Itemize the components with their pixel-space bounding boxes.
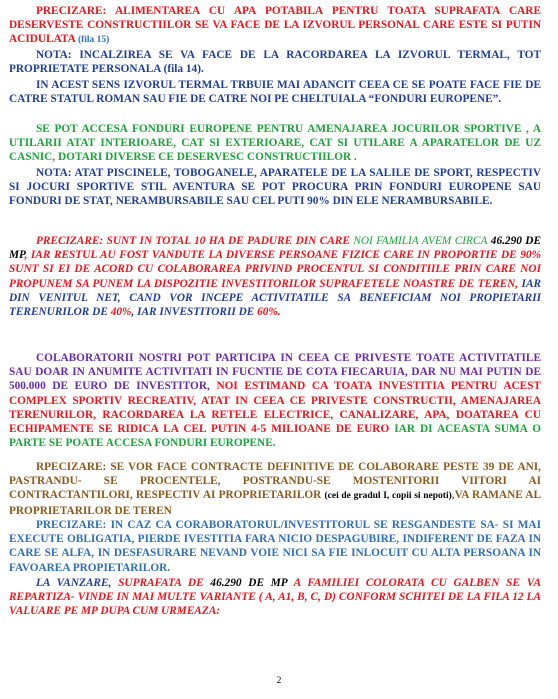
contracts-heirs: (cei de gradul I, copii si nepoti): [324, 491, 452, 502]
forest-owner-share: 40%: [110, 306, 132, 319]
page-number: 2: [276, 676, 282, 686]
paragraph-collaborators: [9, 351, 541, 450]
paragraph-contracts: [9, 460, 541, 518]
water-supply-ref: (fila 15): [77, 35, 110, 46]
collaborators-text-2: NOI ESTIMAND CA TOATA INVESTITIA PENTRU ACEST COMPLEX SPORTIV RECREATIV, ATAT IN CEEA CE PRIVESTE CONSTRUCTII, AMENAJAREA TERENURILOR, RACORDAREA LA RETELE ELECTRICE, CANALIZARE, APA, DOATAREA CU ECHIPAMENTE SE RIDICA LA CEL PUTIN 4-5 MILIOANE DE EURO: [9, 380, 542, 436]
contracts-text-2: ,VA RAMANE AL PROPRIETARILOR DE TEREN: [9, 489, 542, 517]
forest-text-1: PRECIZARE: SUNT IN TOTAL 10 HA DE PADURE DIN CARE: [36, 235, 350, 247]
collaborators-text-1: COLABORATORII NOSTRI POT PARTICIPA IN CEEA CE PRIVESTE TOATE ACTIVITATILE SAU DOAR IN ANUMITE ACTIVITATI IN FUCNTIE DE COTA FIECARUIA, DAR NU MAI PUTIN DE 500.000 DE EURO DE INVESTITOR,: [9, 352, 541, 393]
sale-text-3: A FAMILIEI COLORATA CU GALBEN SE VA REPARTIZA- VINDE IN MAI MULTE VARIANTE ( A, A1, B, C, D) CONFORM SCHITEI DE LA FILA 12 LA VALUARE PE MP DUPA CUM URMEAZA:: [9, 577, 541, 618]
contracts-text-1: RPECIZARE: SE VOR FACE CONTRACTE DEFINITIVE DE COLABORARE PESTE 39 DE ANI, PASTRANDU- SE PROCENTELE, POSTRANDU-SE MOSTENITORII VIITORI AI CONTRACTANTILORI, RESPECTIV AI PROPRIETARILOR: [9, 461, 541, 502]
collaborators-text-3: IAR DI ACEASTA SUMA O PARTE SE POATE ACCESA FONDURI EUROPENE.: [9, 423, 541, 450]
forest-text-4: IAR DIN VENITUL NET, CAND VOR INCEPE ACTIVITATILE SA BENEFICIAM NOI PROPIETARII TERENURILOR DE: [9, 277, 542, 319]
forest-text-2: NOI FAMILIA AVEM CIRCA: [353, 235, 488, 247]
sale-text-1: LA VANZARE,: [36, 577, 112, 589]
forest-text-3: , IAR RESTUL AU FOST VANDUTE LA DIVERSE PERSOANE FIZICE CARE IN PROPORTIE DE 90% SUNT SI EI DE ACORD CU COLABORAREA PRIVIND PROCENTUL SI CONDITIILE PRIN CARE NOI PROPUNEM SA PUNEM LA DISPOZITIE INVESTITORILOR SUPRAFETELE NOASTRE DE TEREN,: [9, 249, 541, 290]
paragraph-investor-withdrawal: PRECIZARE: IN CAZ CA CORABORATORUL/INVESTITORUL SE RESGANDESTE SA- SI MAI EXECUTE OBLIGATIA, PIERDE IVESTITIA FARA NICIO DESPAGUBIRE, INDIFERENT DE FAZA IN CARE SE ALFA, IN DESFASURARE NEVAND VOIE NICI SA FIE INLOCUIT CU ALTA PERSOANA IN FAVOAREA PROPIETARILOR.: [9, 519, 541, 574]
paragraph-eu-funds: SE POT ACCESA FONDURI EUROPENE PENTRU AMENAJAREA JOCURILOR SPORTIVE , A UTILARII ATAT INTERIOARE, CAT SI EXTERIOARE, CAT SI UTILARE A APARATELOR DE UZ CASNIC, DOTARI DIVERSE CE DESERVESC CONSTRUCTIILOR .: [9, 123, 541, 164]
forest-investor-share: 60%.: [257, 306, 281, 319]
forest-area: 46.290 DE MP: [9, 235, 541, 262]
paragraph-pools-note: NOTA: ATAT PISCINELE, TOBOGANELE, APARATELE DE LA SALILE DE SPORT, RESPECTIV SI JOCURI SPORTIVE STIL AVENTURA SE POT PROCURA PRIN FONDURI EUROPENE SAU FONDURI DE STAT, NERAMBURSABILE SAU CEL PUTI 90% DIN ELE NERAMBURSABILE.: [9, 167, 541, 208]
sale-text-2: SUPRAFATA DE: [118, 577, 204, 589]
sale-area: 46.290 DE MP: [210, 577, 288, 589]
water-supply-text: PRECIZARE: ALIMENTAREA CU APA POTABILA PENTRU TOATA SUPRAFATA CARE DESERVESTE CONSTRUCTIILOR SE VA FACE DE LA IZVORUL PERSONAL CARE ESTE SI PUTIN ACIDULATA: [9, 5, 541, 46]
paragraph-sale: [9, 576, 541, 619]
paragraph-forest-land: [9, 234, 541, 319]
paragraph-thermal-spring: IN ACEST SENS IZVORUL TERMAL TRBUIE MAI ADANCIT CEEA CE SE POATE FACE FIE DE CATRE STATUL ROMAN SAU FIE DE CATRE NOI PE CHELTUIALA “FONDURI EUROPENE”.: [9, 79, 541, 106]
paragraph-water-supply: [9, 4, 541, 48]
paragraph-heating-note: NOTA: INCALZIREA SE VA FACE DE LA RACORDAREA LA IZVORUL TERMAL, TOT PROPRIETATE PERSONALA (fila 14).: [9, 49, 541, 76]
forest-text-5: , IAR INVESTITORII DE: [131, 306, 255, 319]
